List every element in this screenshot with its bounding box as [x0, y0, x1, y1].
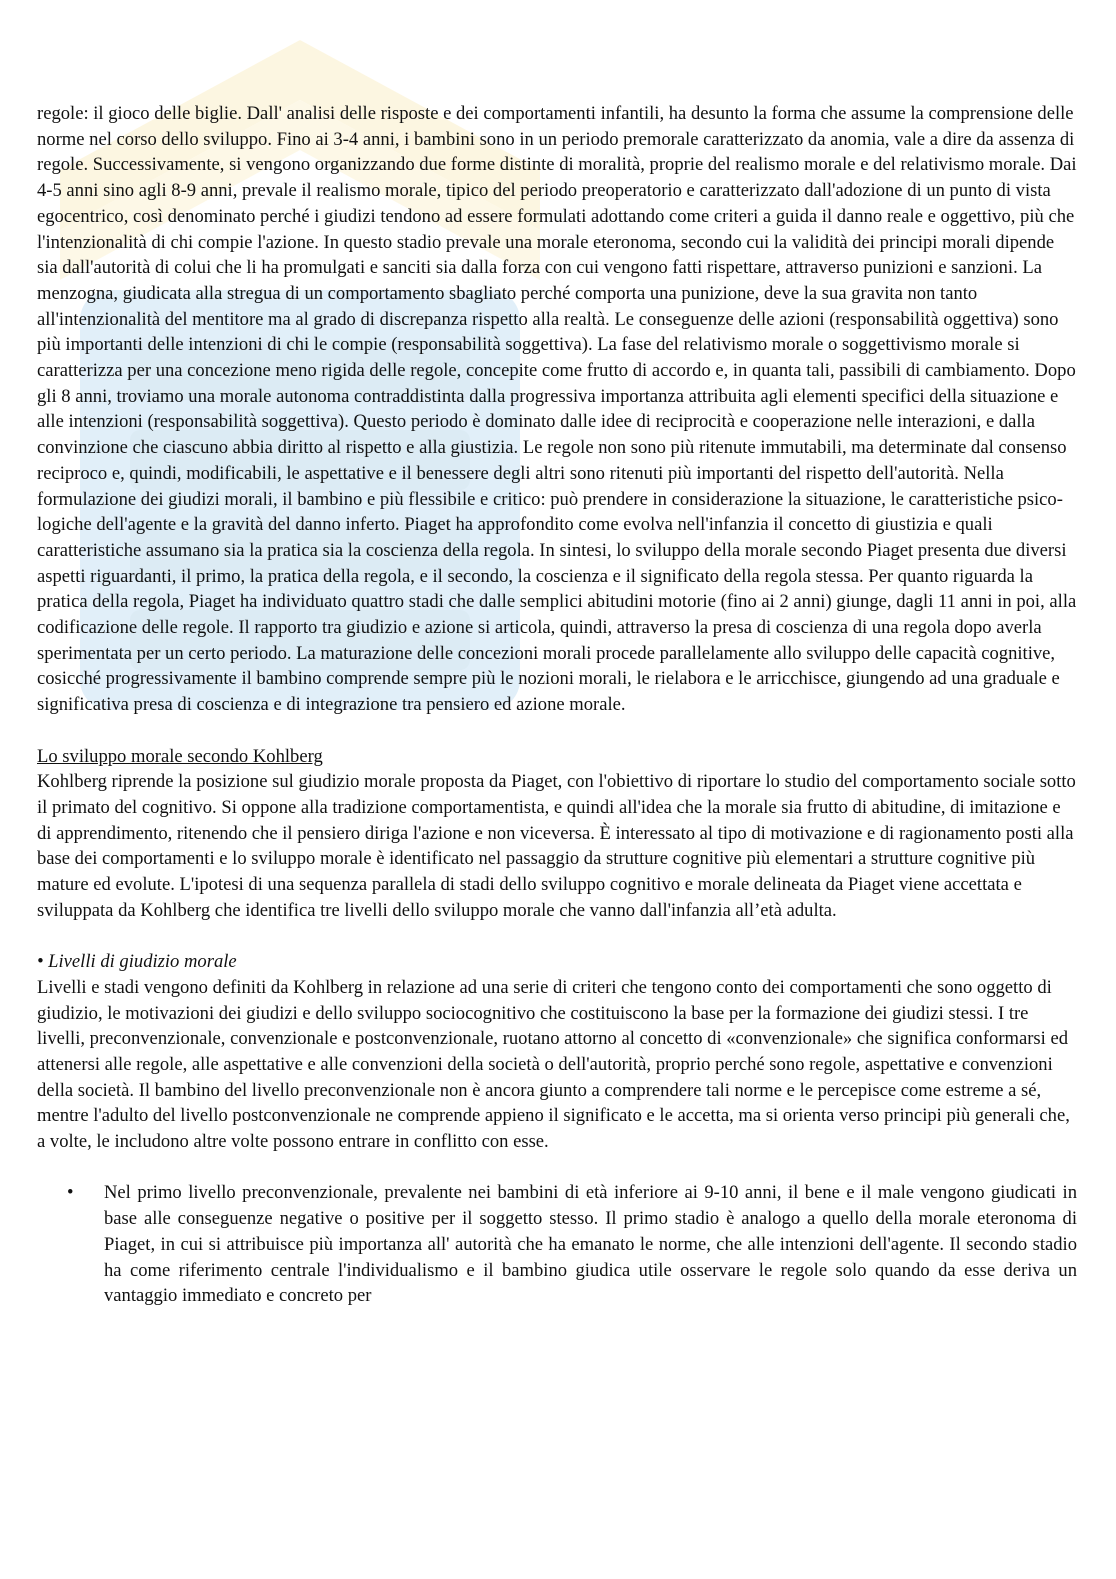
list-item-text: Nel primo livello preconvenzionale, prevalente nei bambini di età inferiore ai 9-10 anni, il bene e il male vengono giudicati in base alle conseguenze negative o positive per il soggetto stesso. Il primo stadio è analogo a quello della morale eteronoma di Piaget, in cui si attribuisce più importanza all' autorità che ha emanato le norme, che alle intenzioni dell'agente. Il secondo stadio ha come riferimento centrale l'individualismo e il bambino giudica utile osservare le regole solo quando da esse deriva un vantaggio immediato e concreto per: [104, 1182, 1077, 1307]
list-item: [37, 1180, 1077, 1309]
body-paragraph: Kohlberg riprende la posizione sul giudizio morale proposta da Piaget, con l'obiettivo di riportare lo studio del comportamento sociale sotto il primato del cognitivo. Si oppone alla tradizione comportamentista, e quindi all'idea che la morale sia frutto di abitudine, di imitazione e di apprendimento, ritenendo che il pensiero diriga l'azione e non viceversa. È interessato al tipo di motivazione e di ragionamento posti alla base dei comportamenti e lo sviluppo morale è identificato nel passaggio da strutture cognitive più elementari a strutture cognitive più mature ed evolute. L'ipotesi di una sequenza parallela di stadi dello sviluppo cognitivo e morale delineata da Piaget viene accettata e sviluppata da Kohlberg che identifica tre livelli dello sviluppo morale che vanno dall'infanzia all’età adulta.: [37, 771, 1076, 921]
bullet-marker: •: [67, 1182, 74, 1204]
bullet-list: [37, 1180, 1077, 1309]
document-page: [37, 101, 1077, 1309]
subheading: • Livelli di giudizio morale: [37, 951, 237, 973]
body-paragraph: Livelli e stadi vengono definiti da Kohlberg in relazione ad una serie di criteri che tengono conto dei comportamenti che sono oggetto di giudizio, le motivazioni dei giudizi e dello sviluppo sociocognitivo che costituiscono la base per la formazione dei giudizi stessi. I tre livelli, preconvenzionale, convenzionale e postconvenzionale, ruotano attorno al concetto di «convenzionale» che significa conformarsi ed attenersi alle regole, alle aspettative e alle convenzioni della società o dell'autorità, proprio perché sono regole, aspettative e convenzioni della società. Il bambino del livello preconvenzionale non è ancora giunto a comprendere tali norme e le percepisce come estreme a sé, mentre l'adulto del livello postconvenzionale ne comprende appieno il significato e le accetta, ma si orienta verso principi più generali che, a volte, le includono altre volte possono entrare in conflitto con esse.: [37, 976, 1070, 1153]
section-heading: Lo sviluppo morale secondo Kohlberg: [37, 745, 323, 767]
paragraph-gap: [37, 1155, 1077, 1181]
paragraph-gap: [37, 718, 1077, 744]
body-paragraph: regole: il gioco delle biglie. Dall' analisi delle risposte e dei comportamenti infantili, ha desunto la forma che assume la comprensione delle norme nel corso dello sviluppo. Fino ai 3-4 anni, i bambini sono in un periodo premorale caratterizzato da anomia, vale a dire da assenza di regole. Successivamente, si vengono organizzando due forme distinte di moralità, proprie del realismo morale e del relativismo morale. Dai 4-5 anni sino agli 8-9 anni, prevale il realismo morale, tipico del periodo preoperatorio e caratterizzato dall'adozione di un punto di vista egocentrico, così denominato perché i giudizi tendono ad essere formulati adottando come criteri a guida il danno reale e oggettivo, più che l'intenzionalità di chi compie l'azione. In questo stadio prevale una morale eteronoma, secondo cui la validità dei principi morali dipende sia dall'autorità di colui che li ha promulgati e sanciti sia dalla forza con cui vengono fatti rispettare, attraverso punizioni e sanzioni. La menzogna, giudicata alla stregua di un comportamento sbagliato perché comporta una punizione, deve la sua gravita non tanto all'intenzionalità del mentitore ma al grado di discrepanza rispetto alla realtà. Le conseguenze delle azioni (responsabilità oggettiva) sono più importanti delle intenzioni di chi le compie (responsabilità soggettiva). La fase del relativismo morale o soggettivismo morale si caratterizza per una concezione meno rigida delle regole, concepite come frutto di accordo e, in quanta tali, passibili di cambiamento. Dopo gli 8 anni, troviamo una morale autonoma contraddistinta dalla progressiva importanza attribuita agli elementi specifici della situazione e alle intenzioni (responsabilità soggettiva). Questo periodo è dominato dalle idee di reciprocità e cooperazione nelle interazioni, e dalla convinzione che ciascuno abbia diritto al rispetto e alla giustizia. Le regole non sono più ritenute immutabili, ma determinate dal consenso reciproco e, quindi, modificabili, le aspettative e il benessere degli altri sono ritenuti più importanti del rispetto dell'autorità. Nella formulazione dei giudizi morali, il bambino e più flessibile e critico: può prendere in considerazione la situazione, le caratteristiche psico-logiche dell'agente e la gravità del danno inferto. Piaget ha approfondito come evolva nell'infanzia il concetto di giustizia e quali caratteristiche assumano sia la pratica sia la coscienza della regola. In sintesi, lo sviluppo della morale secondo Piaget presenta due diversi aspetti riguardanti, il primo, la pratica della regola, e il secondo, la coscienza e il significato della regola stessa. Per quanto riguarda la pratica della regola, Piaget ha individuato quattro stadi che dalle semplici abitudini motorie (fino ai 2 anni) giunge, dagli 11 anni in poi, alla codificazione delle regole. Il rapporto tra giudizio e azione si articola, quindi, attraverso la presa di coscienza di una regola dopo averla sperimentata per un certo periodo. La maturazione delle concezioni morali procede parallelamente allo sviluppo delle capacità cognitive, cosicché progressivamente il bambino comprende sempre più le nozioni morali, le rielabora e le arricchisce, giungendo ad una graduale e significativa presa di coscienza e di integrazione tra pensiero ed azione morale.: [37, 103, 1077, 716]
paragraph-gap: [37, 923, 1077, 949]
